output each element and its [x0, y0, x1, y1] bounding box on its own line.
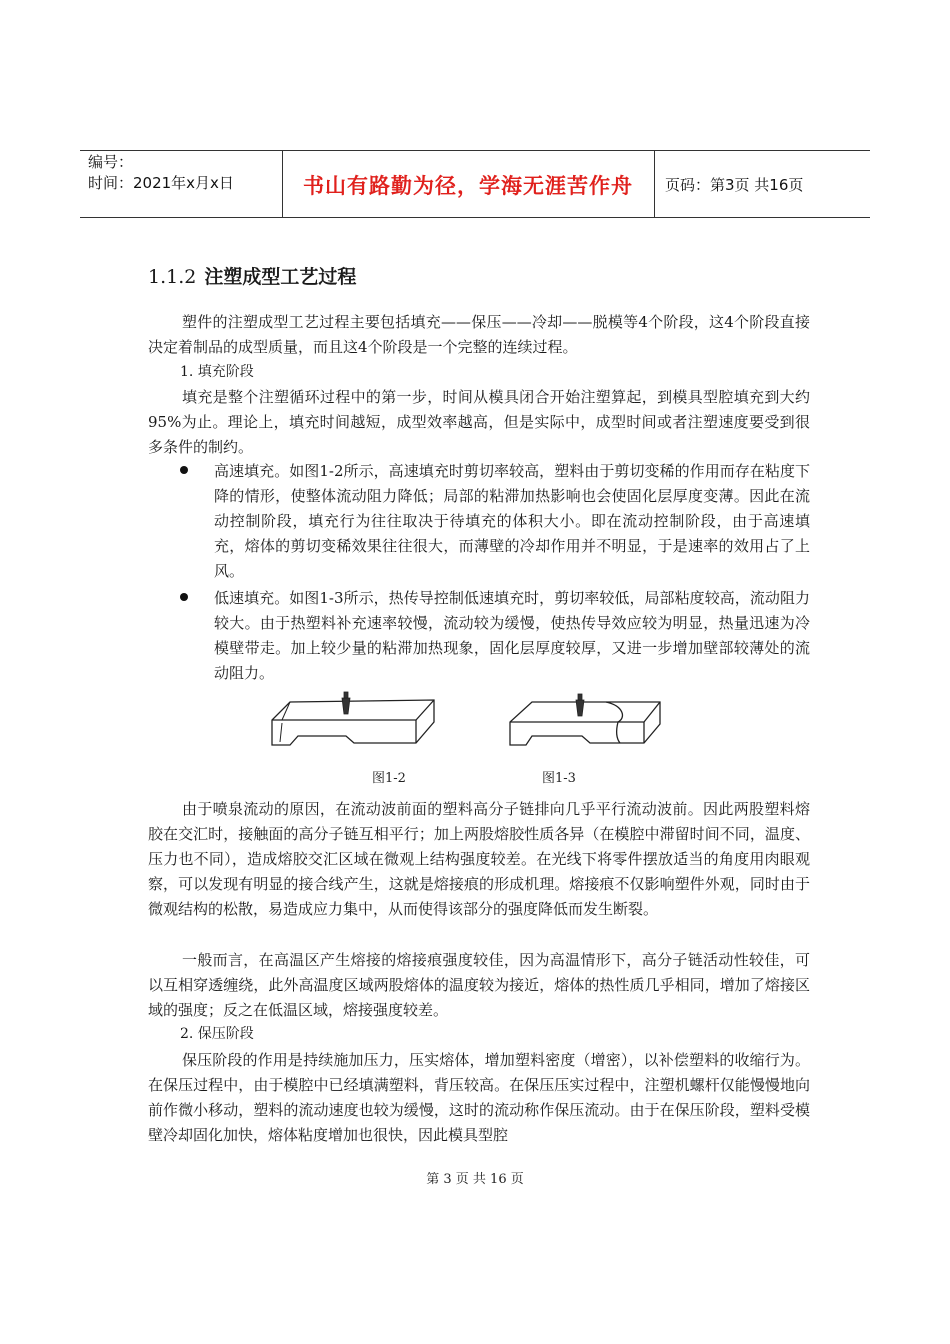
time-label: 时间：2021年x月x日 [88, 174, 234, 192]
section-number: 1.1.2 [148, 266, 197, 288]
bullet-icon [180, 466, 188, 474]
header-page-number: 页码：第3页 共16页 [665, 176, 804, 194]
filling-paragraph: 填充是整个注塑循环过程中的第一步，时间从模具闭合开始注塑算起，到模具型腔填充到大约95%为止。理论上，填充时间越短，成型效率越高，但是实际中，成型时间或者注塑速度要受到很多条件的制约。 [148, 388, 810, 456]
header-info [88, 152, 234, 194]
bullet-low-speed: 低速填充。如图1-3所示，热传导控制低速填充时，剪切率较低，局部粘度较高，流动阻力较大。由于热塑料补充速率较慢，流动较为缓慢，使热传导效应较为明显，热量迅速为冷模壁带走。加上较少量的粘滞加热现象，固化层厚度较厚，又进一步增加壁部较薄处的流动阻力。 [214, 589, 810, 682]
figure-1-2-caption: 图1-2 [372, 771, 406, 786]
page-footer: 第 3 页 共 16 页 [426, 1172, 524, 1187]
doc-number-label: 编号： [88, 153, 134, 171]
bullet-icon [180, 593, 188, 601]
section-title-text: 注塑成型工艺过程 [204, 266, 357, 288]
figure-1-3-illustration [506, 690, 666, 752]
weld-line-paragraph: 由于喷泉流动的原因，在流动波前面的塑料高分子链排向几乎平行流动波前。因此两股塑料熔胶在交汇时，接触面的高分子链互相平行；加上两股熔胶性质各异（在模腔中滞留时间不同，温度、压力也不同），造成熔胶交汇区域在微观上结构强度较差。在光线下将零件摆放适当的角度用肉眼观察，可以发现有明显的接合线产生，这就是熔接痕的形成机理。熔接痕不仅影响塑件外观，同时由于微观结构的松散，易造成应力集中，从而使得该部分的强度降低而发生断裂。 [148, 800, 810, 918]
bullet-high-speed: 高速填充。如图1-2所示，高速填充时剪切率较高，塑料由于剪切变稀的作用而存在粘度下降的情形，使整体流动阻力降低；局部的粘滞加热影响也会使固化层厚度变薄。因此在流动控制阶段，填充行为往往取决于待填充的体积大小。即在流动控制阶段，由于高速填充，熔体的剪切变稀效果往往很大，而薄壁的冷却作用并不明显，于是速率的效用占了上风。 [214, 462, 810, 580]
subheading-holding: 2. 保压阶段 [180, 1026, 254, 1042]
header-divider-right [654, 150, 655, 218]
weld-strength-paragraph: 一般而言，在高温区产生熔接的熔接痕强度较佳，因为高温情形下，高分子链活动性较佳，可以互相穿透缠绕，此外高温度区域两股熔体的温度较为接近，熔体的热性质几乎相同，增加了熔接区域的强度；反之在低温区域，熔接强度较差。 [148, 951, 810, 1019]
figure-1-2-illustration [268, 690, 440, 752]
section-title [148, 262, 356, 289]
subheading-filling: 1. 填充阶段 [180, 364, 254, 380]
figure-1-3-caption: 图1-3 [542, 771, 576, 786]
intro-paragraph: 塑件的注塑成型工艺过程主要包括填充——保压——冷却——脱模等4个阶段，这4个阶段直接决定着制品的成型质量，而且这4个阶段是一个完整的连续过程。 [148, 313, 810, 356]
header-bottom-rule [80, 217, 870, 218]
header-motto: 书山有路勤为径，学海无涯苦作舟 [303, 174, 633, 198]
header-top-rule [80, 150, 870, 151]
holding-paragraph: 保压阶段的作用是持续施加压力，压实熔体，增加塑料密度（增密），以补偿塑料的收缩行为。在保压过程中，由于模腔中已经填满塑料，背压较高。在保压压实过程中，注塑机螺杆仅能慢慢地向前作微小移动，塑料的流动速度也较为缓慢，这时的流动称作保压流动。由于在保压阶段，塑料受模壁冷却固化加快，熔体粘度增加也很快，因此模具型腔 [148, 1051, 810, 1144]
